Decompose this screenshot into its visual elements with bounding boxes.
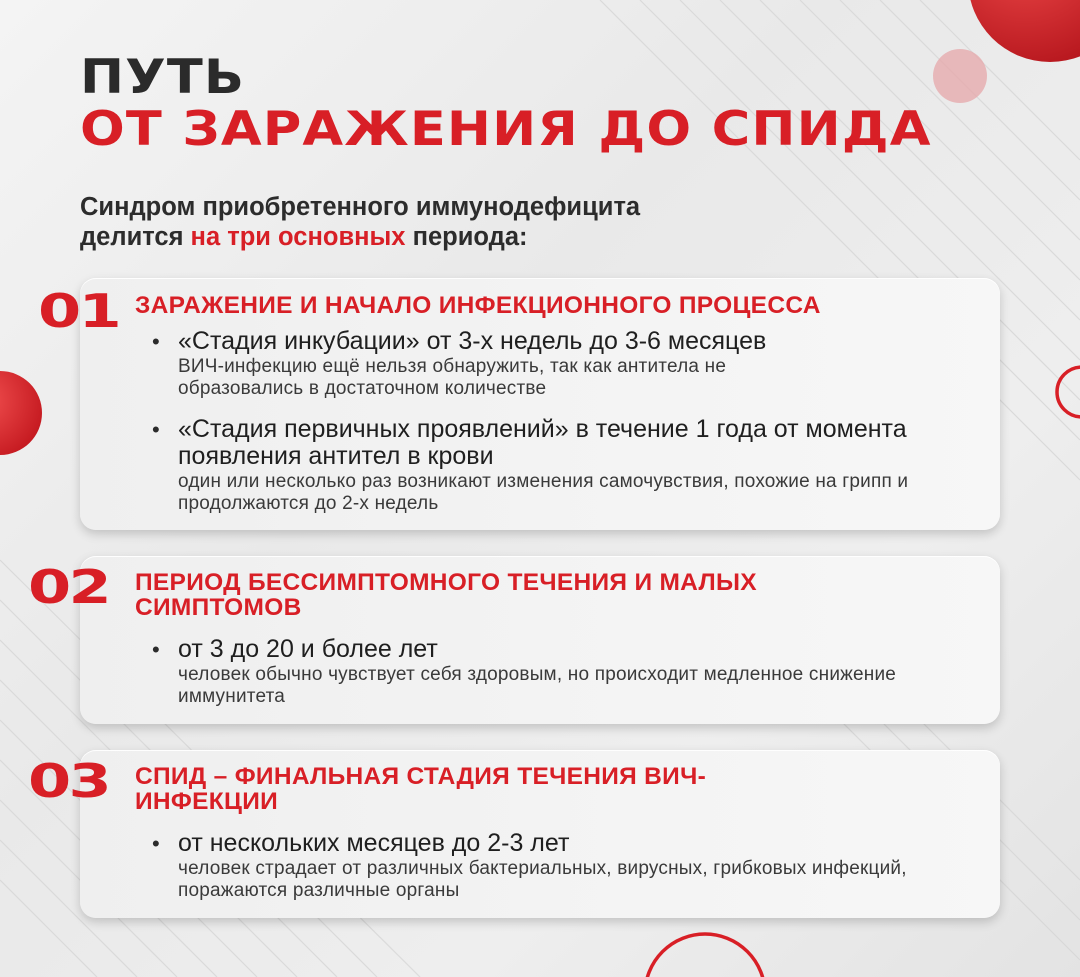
stage-2-title: ПЕРИОД БЕССИМПТОМНОГО ТЕЧЕНИЯ И МАЛЫХ СИМПТОМОВ: [135, 569, 757, 621]
stage-1-number: 01: [38, 284, 120, 338]
stage-2-item-1-note: человек обычно чувствует себя здоровым, но происходит медленное снижение иммунитета: [178, 664, 897, 707]
intro-line-2: [80, 222, 640, 252]
page-heading: [80, 50, 932, 157]
title-line-2: ОТ ЗАРАЖЕНИЯ ДО СПИДА: [80, 102, 932, 157]
stage-3-item-1: [152, 830, 970, 902]
stage-1-item-1-note: ВИЧ-инфекцию ещё нельзя обнаружить, так как антитела не образовались в достаточном количестве: [178, 356, 727, 399]
bullet-icon: •: [152, 417, 160, 442]
decor-ring-bottom: [640, 928, 770, 977]
title-line-1: ПУТЬ: [80, 50, 246, 105]
stage-3-card: [80, 750, 1000, 918]
stage-3-number: 03: [28, 754, 110, 808]
intro-text: [80, 192, 640, 252]
stage-2-item-1-head: от 3 до 20 и более лет: [178, 635, 438, 663]
stage-1-item-1: [152, 328, 970, 400]
stage-2-item-1: [152, 636, 970, 708]
stage-3-item-1-head: от нескольких месяцев до 2-3 лет: [178, 829, 570, 857]
stage-1-item-2-head: «Стадия первичных проявлений» в течение 1 года от момента появления антител в крови: [178, 415, 907, 470]
stage-1-item-1-head: «Стадия инкубации» от 3-х недель до 3-6 месяцев: [178, 327, 767, 355]
intro-highlight: на три основных: [190, 223, 406, 251]
bullet-icon: •: [152, 637, 160, 662]
decor-ring-right: [1044, 362, 1080, 422]
intro-line-1: Синдром приобретенного иммунодефицита: [80, 193, 641, 221]
stage-3-item-1-note: человек страдает от различных бактериальных, вирусных, грибковых инфекций, поражаются различные органы: [178, 858, 907, 901]
stage-3-title: СПИД – ФИНАЛЬНАЯ СТАДИЯ ТЕЧЕНИЯ ВИЧ-ИНФЕКЦИИ: [135, 763, 707, 815]
intro-suffix: периода:: [405, 223, 528, 251]
stage-2-number: 02: [28, 560, 110, 614]
stage-1-title: ЗАРАЖЕНИЕ И НАЧАЛО ИНФЕКЦИОННОГО ПРОЦЕССА: [135, 292, 821, 319]
decor-circle-pink: [932, 48, 988, 104]
decor-circle-left: [0, 370, 44, 456]
stage-1-card: [80, 278, 1000, 530]
stage-2-card: [80, 556, 1000, 724]
stage-1-item-2: [152, 416, 970, 515]
bullet-icon: •: [152, 831, 160, 856]
intro-prefix: делится: [80, 223, 191, 251]
bullet-icon: •: [152, 329, 160, 354]
stage-1-item-2-note: один или несколько раз возникают изменения самочувствия, похожие на грипп и продолжаются до 2-х недель: [178, 471, 909, 514]
